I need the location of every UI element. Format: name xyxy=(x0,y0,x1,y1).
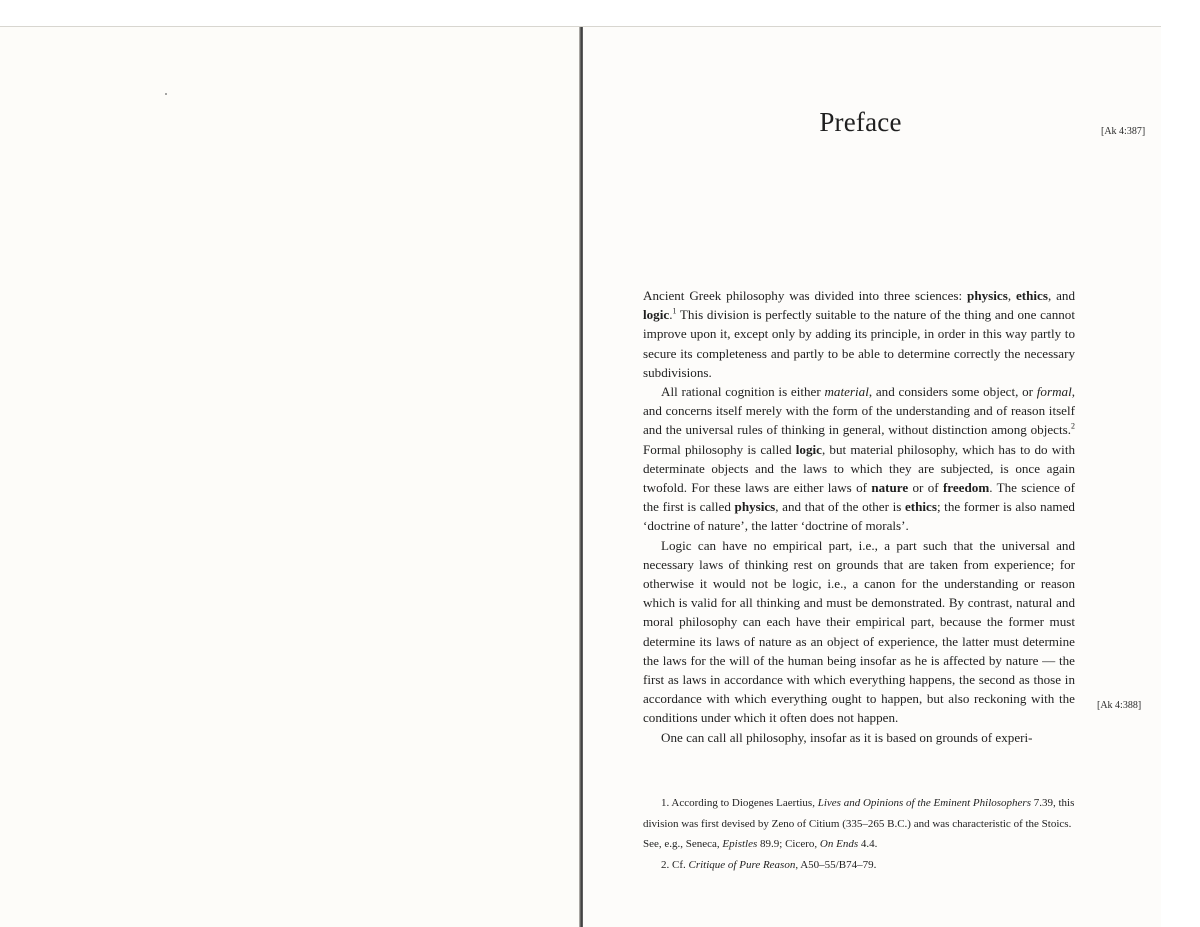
bold-term: ethics xyxy=(904,499,937,515)
text-run: , and concerns itself merely with the form of the understanding and of reason itself and the universal rules of thinking in general, without distinction among objects. xyxy=(643,384,1075,438)
text-run: Logic can have no empirical part, i.e., a part such that the universal and necessary laws of thinking rest on grounds that are taken from experience; for otherwise it would not be logic, i.e., a canon for the understanding or reason which is valid for all thinking and must be demonstrated. By contrast, natural and moral philosophy can each have their empirical part, because the former must determine its laws of nature as an object of experience, the latter must determine the laws for the will of the human being insofar as he is affected by nature — the first as laws in accordance with which everything happens, the second as those in accordance with which everything ought to happen, but also reckoning with the conditions under which it often does not happen. xyxy=(643,537,1075,726)
text-run: 4.4. xyxy=(858,838,878,850)
akademie-reference-387: [Ak 4:387] xyxy=(1101,126,1146,137)
page-title: Preface xyxy=(819,107,902,137)
italic-term: formal xyxy=(1036,384,1072,400)
text-run: All rational cognition is either xyxy=(661,384,825,400)
body-text xyxy=(643,286,1075,747)
footnotes xyxy=(643,793,1083,875)
text-run: . xyxy=(669,307,673,323)
paragraph xyxy=(643,286,1075,382)
text-run: 7.39, this division was first devised by Zeno of Citium (335–265 B.C.) and was characteristic of the Stoics. See, e.g., Seneca, xyxy=(643,797,1075,850)
text-run: , and considers some object, or xyxy=(868,384,1037,400)
text-run: 2. Cf. xyxy=(661,858,689,871)
text-run: . The science of the first is called xyxy=(643,480,1075,515)
italic-term: Critique of Pure Reason xyxy=(688,858,796,871)
text-run: , xyxy=(1007,288,1016,303)
bold-term: physics xyxy=(967,288,1008,303)
text-run: or of xyxy=(908,480,943,496)
bold-term: nature xyxy=(871,480,909,496)
paragraph xyxy=(643,728,1075,747)
paper-speck xyxy=(165,93,167,95)
footnote-marker: 2 xyxy=(1071,422,1075,432)
text-run: 1. According to Diogenes Laertius, xyxy=(661,797,818,809)
text-run: ; the former is also named ‘doctrine of nature’, the latter ‘doctrine of morals’. xyxy=(643,499,1075,534)
italic-term: On Ends xyxy=(819,838,859,850)
footnote xyxy=(643,855,1083,876)
paragraph xyxy=(643,536,1075,728)
bold-term: logic xyxy=(795,441,822,457)
italic-term: Epistles xyxy=(722,838,758,850)
bold-term: logic xyxy=(643,307,670,323)
text-run: , A50–55/B74–79. xyxy=(795,858,877,871)
footnote-marker: 1 xyxy=(672,306,677,316)
text-run: , but material philosophy, which has to do with determinate objects and the laws to which they are subjected, is once again twofold. For these laws are either laws of xyxy=(643,441,1076,496)
text-run: 89.9; Cicero, xyxy=(757,838,820,850)
text-run: , and xyxy=(1047,288,1076,303)
footnote xyxy=(643,793,1083,855)
text-run: This division is perfectly suitable to the nature of the thing and one cannot improve upon it, except only by adding its principle, in order in this way partly to secure its completeness and partly to be able to determine correctly the necessary subdivisions. xyxy=(643,307,1075,380)
bold-term: ethics xyxy=(1015,288,1048,303)
italic-term: Lives and Opinions of the Eminent Philosophers xyxy=(817,797,1031,809)
text-run: Ancient Greek philosophy was divided into three sciences: xyxy=(643,288,968,303)
text-run: One can call all philosophy, insofar as it is based on grounds of experi- xyxy=(661,729,1033,745)
text-run: Formal philosophy is called xyxy=(643,441,796,457)
italic-term: material xyxy=(824,384,869,400)
left-page-blank xyxy=(0,27,582,927)
bold-term: physics xyxy=(734,499,776,515)
bold-term: freedom xyxy=(942,480,990,496)
text-run: , and that of the other is xyxy=(775,499,905,515)
paragraph xyxy=(643,382,1075,536)
akademie-reference-388: [Ak 4:388] xyxy=(1097,700,1142,711)
